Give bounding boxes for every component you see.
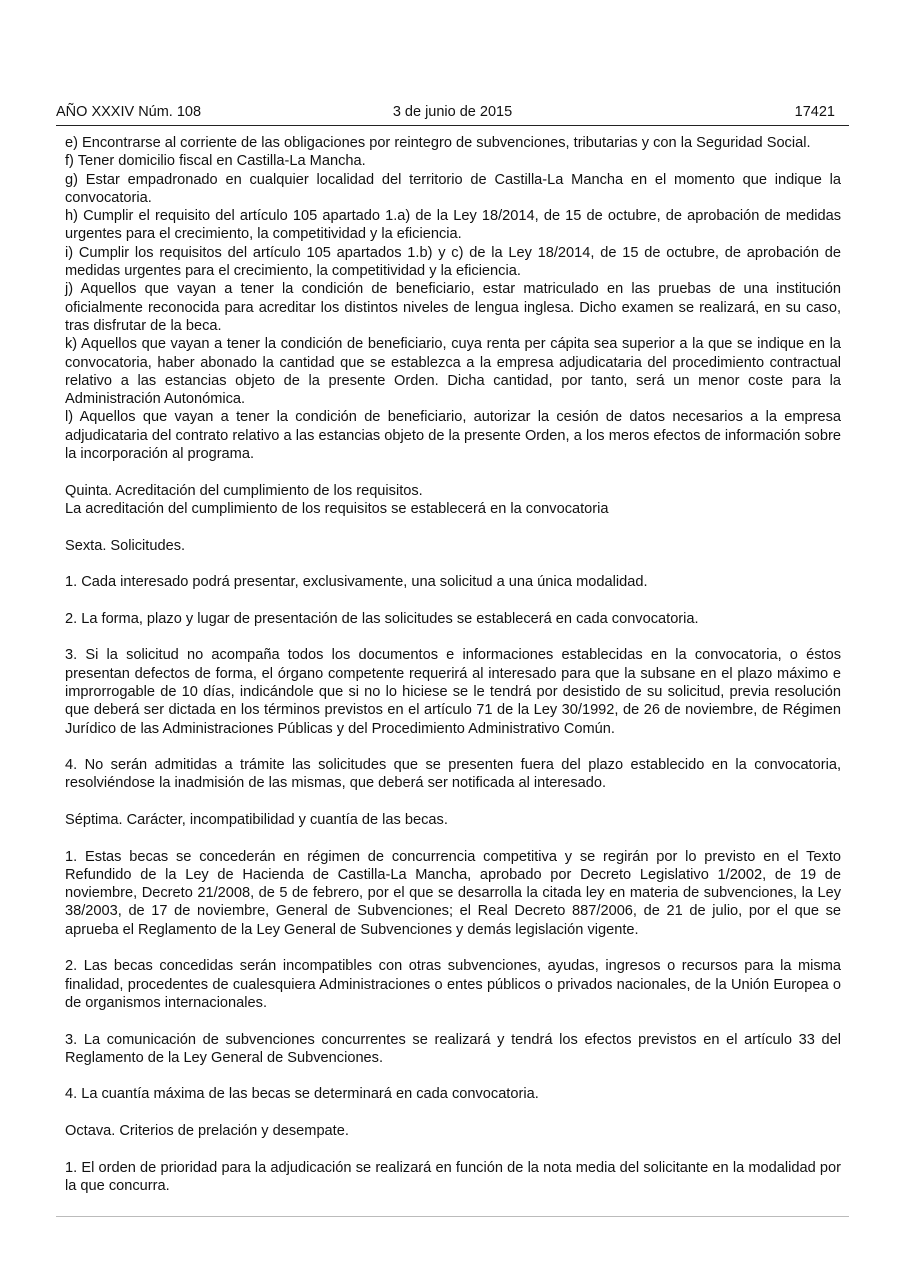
paragraph: l) Aquellos que vayan a tener la condición de beneficiario, autorizar la cesión de datos necesarios a la empresa adjudicataria del contrato relativo a las estancias objeto de la presente Orden, a los meros efectos de información sobre la incorporación al programa. [65, 409, 841, 463]
page-header [56, 104, 849, 124]
paragraph: La acreditación del cumplimiento de los requisitos se establecerá en la convocatoria [65, 500, 609, 517]
paragraph: i) Cumplir los requisitos del artículo 105 apartados 1.b) y c) de la Ley 18/2014, de 15 de octubre, de aprobación de medidas urgentes para el crecimiento, la competitividad y la eficiencia. [65, 244, 841, 280]
section-heading: Octava. Criterios de prelación y desempate. [65, 1123, 349, 1140]
publication-date: 3 de junio de 2015 [392, 104, 513, 120]
paragraph: 4. No serán admitidas a trámite las solicitudes que se presenten fuera del plazo establecido en la convocatoria, resolviéndose la inadmisión de las mismas, que deberá ser notificada al interesado. [65, 757, 841, 792]
document-body [65, 134, 841, 1195]
paragraph: 4. La cuantía máxima de las becas se determinará en cada convocatoria. [65, 1086, 539, 1103]
footer-rule [56, 1216, 849, 1217]
paragraph: 1. Cada interesado podrá presentar, exclusivamente, una solicitud a una única modalidad. [65, 574, 648, 591]
paragraph: f) Tener domicilio fiscal en Castilla-La Mancha. [65, 153, 366, 170]
section-heading: Sexta. Solicitudes. [65, 537, 186, 554]
paragraph: j) Aquellos que vayan a tener la condición de beneficiario, estar matriculado en las pruebas de una institución oficialmente reconocida para acreditar los distintos niveles de lengua inglesa. Dicho examen se realizará, en su caso, tras disfrutar de la beca. [65, 281, 841, 334]
paragraph: 1. Estas becas se concederán en régimen de concurrencia competitiva y se regirán por lo previsto en el Texto Refundido de la Ley de Hacienda de Castilla-La Mancha, aprobado por Decreto Legislativo 1/2002, de 19 de noviembre, Decreto 21/2008, de 5 de febrero, por el que se desarrolla la citada ley en materia de subvenciones, la Ley 38/2003, de 17 de noviembre, General de Subvenciones; el Real Decreto 887/2006, de 21 de julio, por el que se aprueba el Reglamento de la Ley General de Subvenciones y demás legislación vigente. [65, 848, 841, 938]
section-heading: Quinta. Acreditación del cumplimiento de los requisitos. [65, 482, 423, 499]
journal-issue: AÑO XXXIV Núm. 108 [56, 104, 202, 120]
paragraph: k) Aquellos que vayan a tener la condición de beneficiario, cuya renta per cápita sea superior a la que se indique en la convocatoria, haber abonado la cantidad que se establezca a la empresa adjudicataria del procedimiento contractual relativo a las estancias objeto de la presente Orden. Dicha cantidad, por tanto, será un menor coste para la Administración Autonómica. [65, 336, 841, 408]
paragraph: 2. La forma, plazo y lugar de presentación de las solicitudes se establecerá en cada convocatoria. [65, 610, 699, 627]
paragraph: h) Cumplir el requisito del artículo 105 apartado 1.a) de la Ley 18/2014, de 15 de octubre, de aprobación de medidas urgentes para el crecimiento, la competitividad y la eficiencia. [65, 208, 841, 243]
header-rule [56, 125, 849, 126]
section-heading: Séptima. Carácter, incompatibilidad y cuantía de las becas. [65, 811, 448, 828]
paragraph: 1. El orden de prioridad para la adjudicación se realizará en función de la nota media del solicitante en la modalidad por la que concurra. [65, 1159, 841, 1194]
paragraph: 2. Las becas concedidas serán incompatibles con otras subvenciones, ayudas, ingresos o recursos para la misma finalidad, procedentes de cualesquiera Administraciones o entes públicos o privados nacionales, de la Unión Europea o de organismos internacionales. [65, 958, 841, 1011]
paragraph: e) Encontrarse al corriente de las obligaciones por reintegro de subvenciones, tributarias y con la Seguridad Social. [65, 135, 811, 151]
page-number: 17421 [794, 104, 835, 120]
paragraph: 3. La comunicación de subvenciones concurrentes se realizará y tendrá los efectos previstos en el artículo 33 del Reglamento de la Ley General de Subvenciones. [65, 1031, 841, 1066]
paragraph: 3. Si la solicitud no acompaña todos los documentos e informaciones establecidas en la convocatoria, o éstos presentan defectos de forma, el órgano competente requerirá al interesado para que la subsane en el plazo máximo e improrrogable de 10 días, indicándole que si no lo hiciese se le tendrá por desistido de su solicitud, previa resolución que deberá ser dictada en los términos previstos en el artículo 71 de la Ley 30/1992, de 26 de noviembre, de Régimen Jurídico de las Administraciones Públicas y del Procedimiento Administrativo Común. [65, 647, 841, 737]
paragraph: g) Estar empadronado en cualquier localidad del territorio de Castilla-La Mancha en el momento que indique la convocatoria. [65, 171, 841, 206]
